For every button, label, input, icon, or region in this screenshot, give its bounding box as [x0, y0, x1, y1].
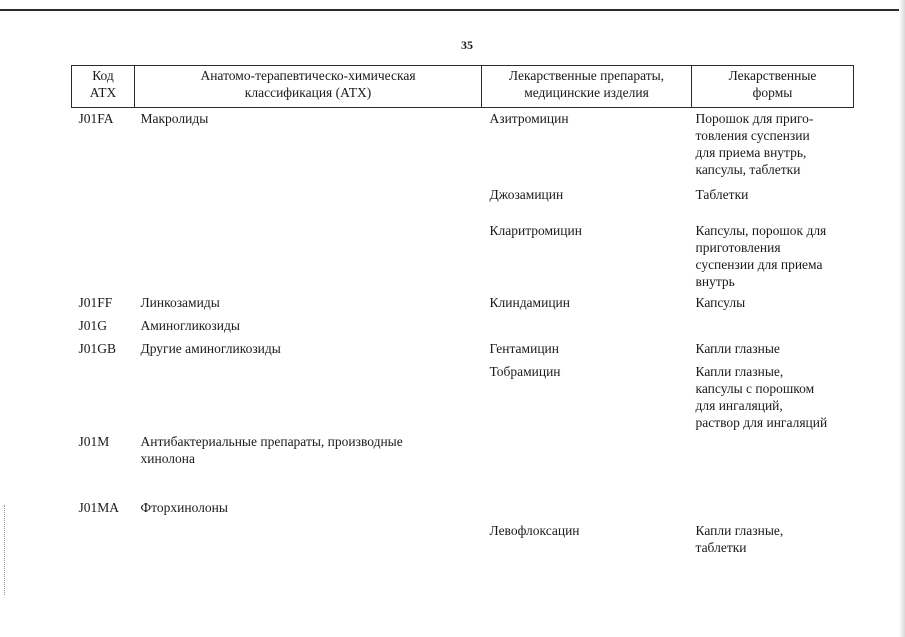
table-row [72, 431, 854, 497]
drug-name-cell [482, 315, 692, 338]
atx-classification-table [71, 65, 854, 560]
drug-name-cell: Левофлоксацин [489, 522, 580, 538]
atx-class-cell [135, 520, 482, 560]
atx-code-cell: J01FF [78, 294, 113, 310]
atx-code-cell: J01M [78, 433, 110, 449]
table-row [72, 361, 854, 431]
atx-class-cell: Макролиды [140, 111, 209, 126]
header-medicines: Лекарственные препараты, медицинские изделия [482, 66, 692, 108]
atx-code-cell: J01FA [78, 111, 114, 126]
drug-name-cell: Клиндамицин [489, 294, 570, 310]
dosage-form-cell [692, 497, 854, 520]
table-header-row [72, 66, 854, 108]
atx-class-cell: Другие аминогликозиды [140, 340, 281, 356]
drug-name-cell [482, 497, 692, 520]
atx-class-cell: Линкозамиды [140, 294, 220, 310]
header-atx-classification: Анатомо-терапевтическо-химическая классификация (АТХ) [135, 66, 482, 108]
dosage-form-cell: Таблетки [695, 186, 749, 202]
dosage-form-cell: Порошок для приго- товления суспензии для приема внутрь, капсулы, таблетки [695, 111, 814, 177]
atx-class-cell [135, 220, 482, 292]
table-row [72, 292, 854, 315]
atx-code-cell: J01G [78, 317, 108, 333]
drug-name-cell: Азитромицин [489, 111, 569, 126]
atx-code-cell [72, 520, 135, 560]
atx-code-cell [72, 361, 135, 431]
atx-class-cell: Фторхинолоны [140, 499, 228, 515]
atx-class-cell: Антибактериальные препараты, производные хинолона [140, 433, 403, 466]
table-row [72, 220, 854, 292]
atx-class-cell [135, 361, 482, 431]
atx-class-cell [135, 184, 482, 220]
atx-code-cell: J01MA [78, 499, 120, 515]
table-row [72, 184, 854, 220]
atx-code-cell [72, 184, 135, 220]
dosage-form-cell: Капсулы [695, 294, 746, 310]
dosage-form-cell: Капсулы, порошок для приготовления суспензии для приема внутрь [695, 222, 827, 289]
dosage-form-cell [692, 315, 854, 338]
atx-code-cell: J01GB [78, 340, 117, 356]
table-row [72, 315, 854, 338]
drug-name-cell: Джозамицин [489, 186, 564, 202]
drug-name-cell: Гентамицин [489, 340, 559, 356]
table-row [72, 338, 854, 361]
drug-name-cell: Кларитромицин [489, 222, 582, 238]
scan-edge-noise [4, 505, 8, 595]
scan-edge-shadow [899, 0, 905, 637]
table-row [72, 497, 854, 520]
dosage-form-cell: Капли глазные, капсулы с порошком для ингаляций, раствор для ингаляций [695, 363, 828, 430]
dosage-form-cell: Капли глазные [695, 340, 780, 356]
table-row [72, 108, 854, 184]
atx-code-cell [72, 220, 135, 292]
drug-name-cell [482, 431, 692, 497]
table-row [72, 520, 854, 560]
header-dosage-forms: Лекарственные формы [692, 66, 854, 108]
table-header [72, 66, 854, 108]
table-body [72, 108, 854, 560]
page-number: 35 [461, 38, 473, 52]
drug-name-cell: Тобрамицин [489, 363, 561, 379]
dosage-form-cell: Капли глазные, таблетки [695, 522, 784, 555]
dosage-form-cell [692, 431, 854, 497]
header-atx-code: Код АТХ [72, 66, 135, 108]
atx-class-cell: Аминогликозиды [140, 317, 240, 333]
top-scan-rule [0, 9, 905, 11]
